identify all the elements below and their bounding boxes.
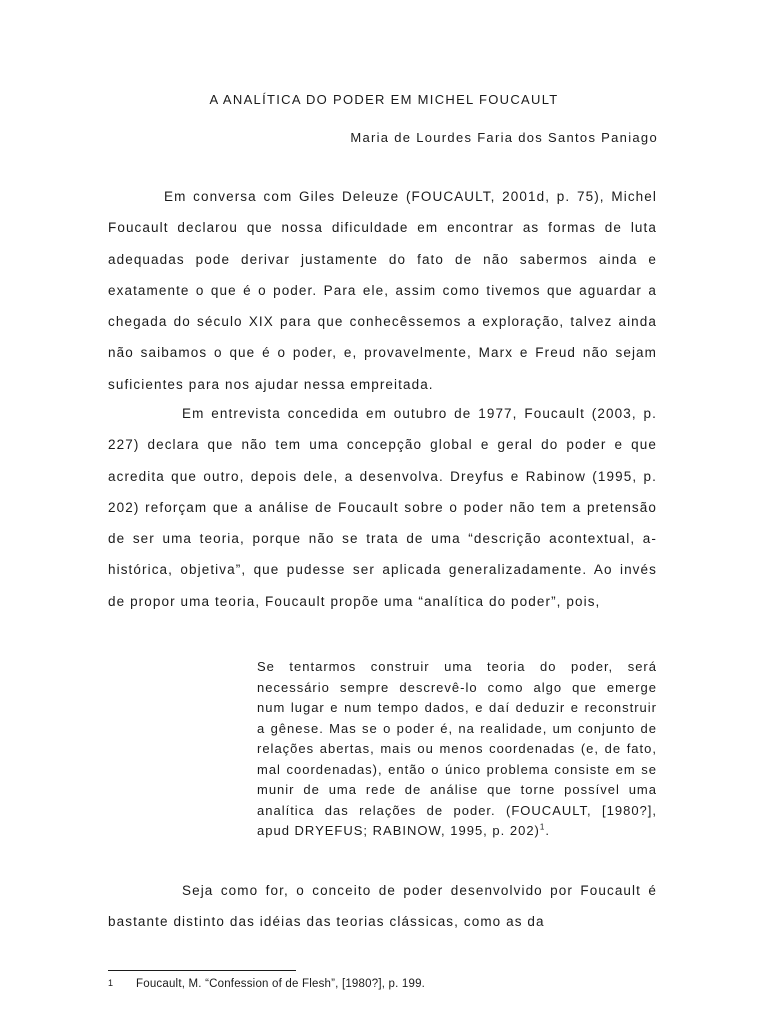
footnote-number: 1 [108, 978, 114, 988]
footnote [108, 978, 668, 990]
footnote-marker[interactable]: 1 [539, 822, 546, 832]
page-title: A ANALÍTICA DO PODER EM MICHEL FOUCAULT [209, 92, 559, 107]
footnote-text: Foucault, M. “Confession of de Flesh”, [1980?], p. 199. [136, 978, 426, 990]
block-quote [257, 657, 657, 842]
paragraph-1: Em conversa com Giles Deleuze (FOUCAULT, 2001d, p. 75), Michel Foucault declarou que nossa dificuldade em encontrar as formas de luta adequadas pode derivar justamente do fato de não sabermos ainda e exatamente o que é o poder. Para ele, assim como tivemos que aguardar a chegada do século XIX para que conhecêssemos a exploração, talvez ainda não saibamos o que é o poder, e, provavelmente, Marx e Freud não sejam suficientes para nos ajudar nessa empreitada. [108, 189, 657, 392]
paragraph-2: Em entrevista concedida em outubro de 1977, Foucault (2003, p. 227) declara que não tem uma concepção global e geral do poder e que acredita que outro, depois dele, a desenvolva. Dreyfus e Rabinow (1995, p. 202) reforçam que a análise de Foucault sobre o poder não tem a pretensão de ser uma teoria, porque não se trata de uma “descrição acontextual, a-histórica, objetiva”, que pudesse ser aplicada generalizadamente. Ao invés de propor uma teoria, Foucault propõe uma “analítica do poder”, pois, [108, 406, 657, 609]
author-name: Maria de Lourdes Faria dos Santos Paniago [350, 130, 658, 145]
paragraph-3: Seja como for, o conceito de poder desenvolvido por Foucault é bastante distinto das idéias das teorias clássicas, como as da [108, 883, 657, 930]
footnote-divider [108, 970, 296, 971]
block-quote-end: . [545, 823, 550, 838]
block-quote-text: Se tentarmos construir uma teoria do poder, será necessário sempre descrevê-lo como algo que emerge num lugar e num tempo dados, e daí deduzir e reconstruir a gênese. Mas se o poder é, na realidade, um conjunto de relações abertas, mais ou menos coordenadas (e, de fato, mal coordenadas), então o único problema consiste em se munir de uma rede de análise que torne possível uma analítica das relações de poder. (FOUCAULT, [1980?], apud DRYEFUS; RABINOW, 1995, p. 202) [257, 659, 657, 838]
